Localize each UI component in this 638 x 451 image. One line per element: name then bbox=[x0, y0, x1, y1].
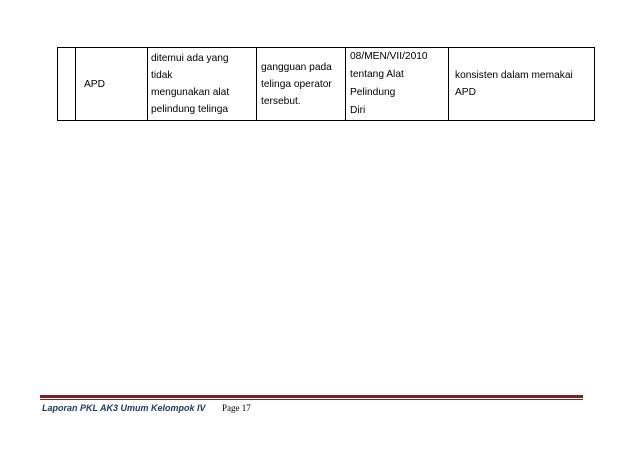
cell-text: konsisten dalam memakai APD bbox=[455, 70, 573, 98]
table-cell-finding bbox=[148, 48, 257, 121]
footer-title: Laporan PKL AK3 Umum Kelompok IV bbox=[42, 403, 206, 413]
content-table bbox=[57, 47, 595, 121]
table-cell-item bbox=[76, 48, 148, 121]
cell-text: ditemui ada yang tidak mengunakan alat pelindung telinga bbox=[151, 53, 230, 115]
cell-text: APD bbox=[84, 78, 105, 90]
table-row bbox=[58, 48, 595, 121]
table-cell-number bbox=[58, 48, 76, 121]
table-cell-regulation bbox=[346, 48, 449, 121]
cell-text: 08/MEN/VII/2010 tentang Alat Pelindung Diri bbox=[350, 51, 428, 116]
footer-divider bbox=[40, 395, 583, 398]
footer-divider-thin bbox=[40, 399, 583, 400]
page-number: Page 17 bbox=[222, 403, 251, 413]
table-cell-impact bbox=[257, 48, 346, 121]
cell-text: gangguan pada telinga operator tersebut. bbox=[261, 61, 332, 107]
table-cell-recommendation bbox=[449, 48, 595, 121]
